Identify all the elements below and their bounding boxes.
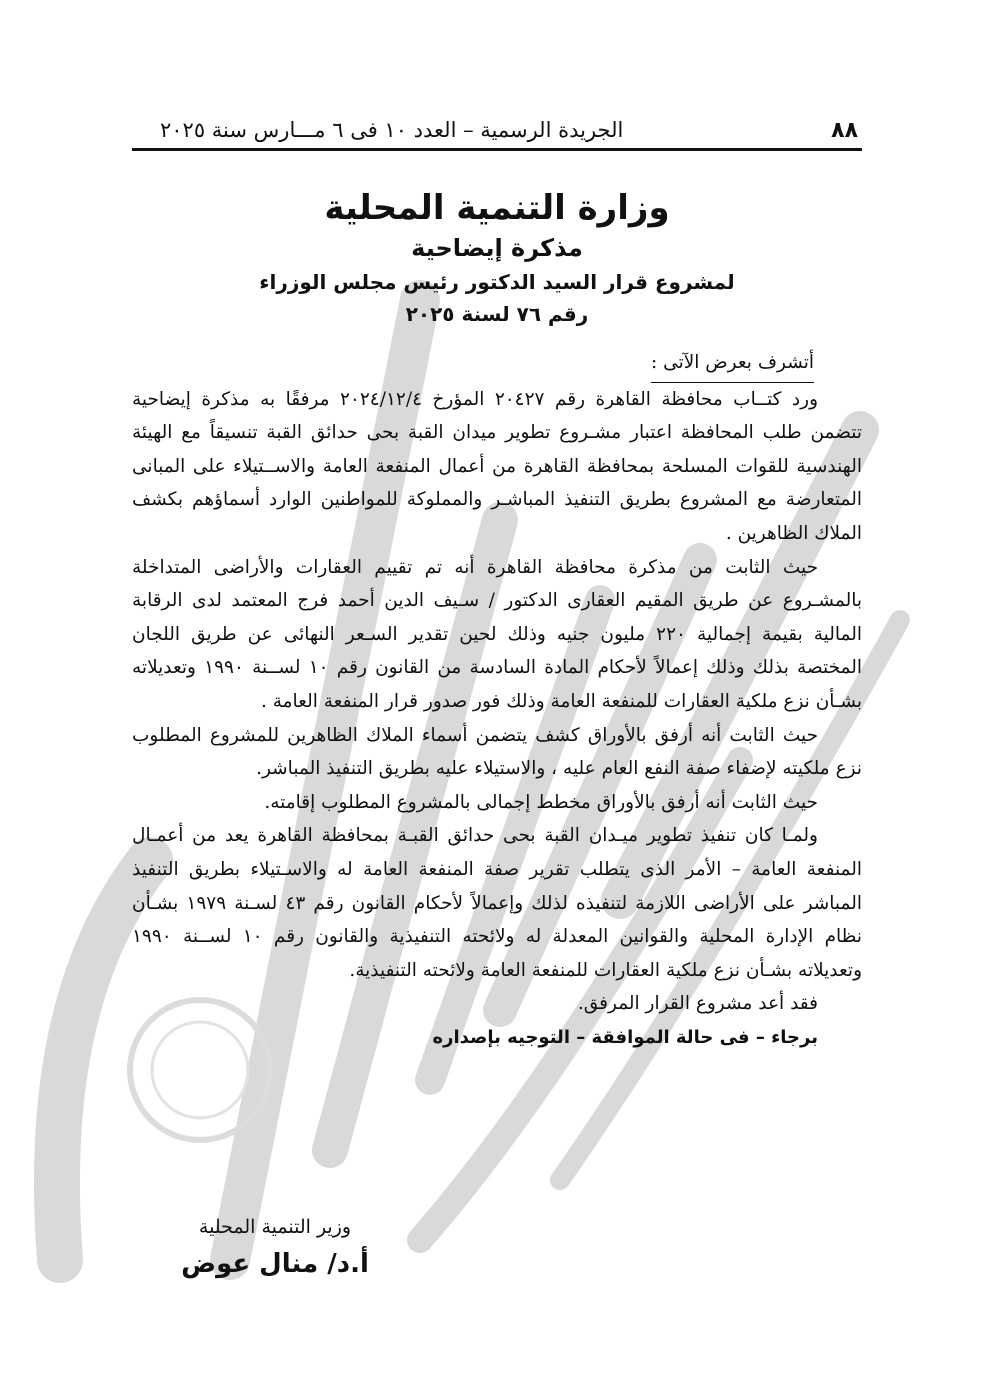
- signature-block: [160, 1210, 390, 1284]
- decree-number-line: رقم ٧٦ لسنة ٢٠٢٥: [405, 302, 589, 326]
- intro-line: أتشرف بعرض الآتى :: [651, 346, 814, 383]
- ministry-title: وزارة التنمية المحلية: [324, 188, 670, 228]
- signatory-role: وزير التنمية المحلية: [198, 1216, 352, 1238]
- gazette-issue-line: الجريدة الرسمية – العدد ١٠ فى ٦ مـــارس سنة ٢٠٢٥: [160, 118, 624, 142]
- paragraph: حيث الثابت أنه أرفق بالأوراق مخطط إجمالى بالمشروع المطلوب إقامته.: [264, 791, 818, 813]
- decree-subject-line: لمشروع قرار السيد الدكتور رئيس مجلس الوزراء: [259, 270, 735, 294]
- closing-line: فقد أعد مشروع القرار المرفق.: [577, 993, 818, 1015]
- memo-title: مذكرة إيضاحية: [411, 234, 583, 262]
- paragraph: ولمـا كان تنفيذ تطوير ميـدان القبة بحى حدائق القبـة بمحافظة القاهرة يعد من أعمـال المنفعة العامة – الأمر الذى يتطلب تقرير صفة المنفعة العامة له والاسـتيلاء بطريق التنفيذ المباشر على الأراضى اللازمة لتنفيذه لذلك وإعمالاً لأحكام القانون رقم ٤٣ لسـنة ١٩٧٩ بشـأن نظام الإدارة المحلية والقوانين المعدلة له ولائحته التنفيذية والقانون رقم ١٠ لســنة ١٩٩٠ وتعديلاته بشـأن نزع ملكية العقارات للمنفعة العامة ولائحته التنفيذية.: [132, 825, 862, 981]
- page-header: [132, 112, 862, 151]
- paragraph: حيث الثابت من مذكرة محافظة القاهرة أنه تم تقييم العقارات والأراضى المتداخلة بالمشـروع عن طريق المقيم العقارى الدكتور / سـيف الدين أحمد فرج المعتمد لدى الرقابة المالية بقيمة إجمالية ٢٢٠ مليون جنيه وذلك لحين تقدير السـعر النهائى عن طريق اللجان المختصة بذلك وذلك إعمالاً لأحكام المادة السادسة من القانون رقم ١٠ لســنة ١٩٩٠ وتعديلاته بشـأن نزع ملكية العقارات للمنفعة العامة وذلك فور صدور قرار المنفعة العامة .: [132, 556, 862, 712]
- paragraph: حيث الثابت أنه أرفق بالأوراق كشف يتضمن أسماء الملاك الظاهرين للمشروع المطلوب نزع ملكيته لإضفاء صفة النفع العام عليه ، والاستيلاء عليه بطريق التنفيذ المباشر.: [132, 724, 862, 780]
- memo-body: [132, 346, 862, 1054]
- closing-request: برجاء – فى حالة الموافقة – التوجيه بإصداره: [432, 1026, 818, 1048]
- page-number: ٨٨: [831, 117, 858, 143]
- paragraph: ورد كتــاب محافظة القاهرة رقم ٢٠٤٢٧ المؤرخ ٢٠٢٤/١٢/٤ مرفقًا به مذكرة إيضاحية تتضمن طلب المحافظة اعتبار مشـروع تطوير ميدان القبة بحى حدائق القبة تنسيقاً مع الهيئة الهندسية للقوات المسلحة بمحافظة القاهرة من أعمال المنفعة العامة والاســتيلاء على المبانى المتعارضة مع المشروع بطريق التنفيذ المباشـر والمملوكة للمواطنين الوارد أسماؤهم بكشف الملاك الظاهرين .: [132, 388, 862, 544]
- title-block: [132, 186, 862, 330]
- signatory-name: أ.د/ منال عوض: [181, 1249, 369, 1279]
